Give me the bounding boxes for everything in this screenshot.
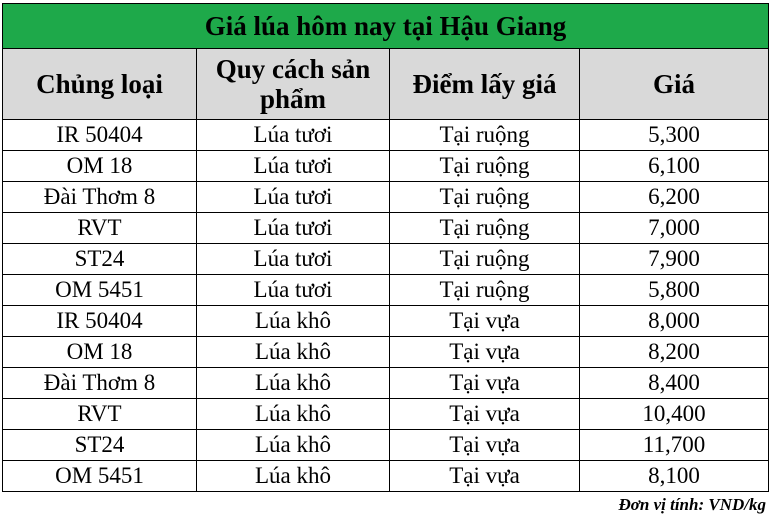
cell-variety: RVT [3,213,197,244]
cell-price-point: Tại ruộng [390,151,580,182]
cell-price-point: Tại vựa [390,368,580,399]
cell-price-point: Tại vựa [390,306,580,337]
cell-spec: Lúa tươi [197,213,390,244]
cell-price-point: Tại ruộng [390,275,580,306]
cell-spec: Lúa khô [197,461,390,492]
cell-spec: Lúa khô [197,399,390,430]
cell-spec: Lúa khô [197,430,390,461]
cell-spec: Lúa tươi [197,275,390,306]
cell-price: 6,200 [580,182,769,213]
table-row [3,430,769,461]
cell-price-point: Tại vựa [390,430,580,461]
cell-variety: IR 50404 [3,120,197,151]
cell-price: 8,400 [580,368,769,399]
table-row [3,368,769,399]
cell-variety: ST24 [3,244,197,275]
cell-variety: Đài Thơm 8 [3,368,197,399]
cell-price-point: Tại vựa [390,399,580,430]
cell-price-point: Tại vựa [390,461,580,492]
cell-price-point: Tại ruộng [390,213,580,244]
cell-price: 11,700 [580,430,769,461]
table-row [3,120,769,151]
table-row [3,337,769,368]
cell-price: 10,400 [580,399,769,430]
cell-price: 8,100 [580,461,769,492]
cell-variety: OM 5451 [3,461,197,492]
cell-spec: Lúa tươi [197,182,390,213]
cell-spec: Lúa tươi [197,244,390,275]
cell-spec: Lúa khô [197,306,390,337]
column-header-variety: Chủng loại [3,49,197,120]
cell-price-point: Tại ruộng [390,120,580,151]
cell-variety: Đài Thơm 8 [3,182,197,213]
cell-price: 7,000 [580,213,769,244]
table-row [3,275,769,306]
column-header-price-point: Điểm lấy giá [390,49,580,120]
table-title: Giá lúa hôm nay tại Hậu Giang [3,4,769,49]
cell-variety: OM 18 [3,337,197,368]
cell-price: 8,000 [580,306,769,337]
table-row [3,244,769,275]
table-row [3,306,769,337]
cell-variety: IR 50404 [3,306,197,337]
table-row [3,151,769,182]
table-row [3,399,769,430]
table-row [3,213,769,244]
cell-price-point: Tại vựa [390,337,580,368]
table-row [3,461,769,492]
cell-price-point: Tại ruộng [390,182,580,213]
cell-price: 8,200 [580,337,769,368]
column-header-price: Giá [580,49,769,120]
cell-spec: Lúa tươi [197,120,390,151]
cell-spec: Lúa khô [197,337,390,368]
table-header-row [3,49,769,120]
cell-variety: OM 5451 [3,275,197,306]
cell-variety: OM 18 [3,151,197,182]
table-title-row [3,4,769,49]
table-row [3,182,769,213]
cell-price: 5,300 [580,120,769,151]
rice-price-table [2,3,769,492]
cell-price: 7,900 [580,244,769,275]
unit-note: Đơn vị tính: VND/kg [618,495,766,514]
cell-price: 6,100 [580,151,769,182]
cell-spec: Lúa tươi [197,151,390,182]
cell-variety: ST24 [3,430,197,461]
cell-variety: RVT [3,399,197,430]
cell-spec: Lúa khô [197,368,390,399]
cell-price-point: Tại ruộng [390,244,580,275]
cell-price: 5,800 [580,275,769,306]
column-header-spec: Quy cách sản phẩm [197,49,390,120]
